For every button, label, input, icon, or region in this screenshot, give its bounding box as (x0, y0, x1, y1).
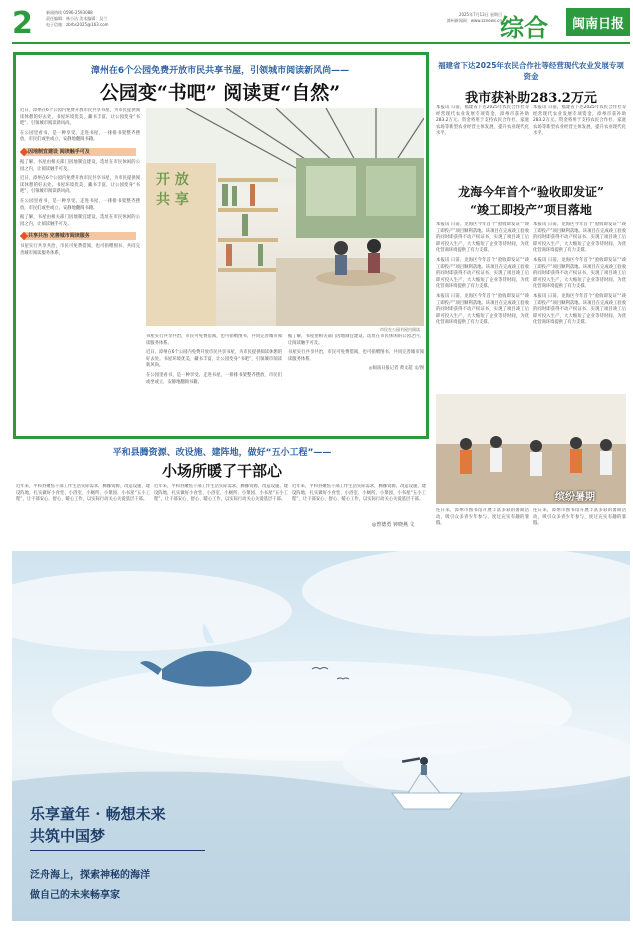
right-article-2-paragraph: 本报讯 日前，龙海区今年首个“验收即发证”“竣工即投产”项目顺利落地。该项目在完成竣工验收的同时即获得不动产权证书，实现了项目竣工后即可投入生产，大大缩短了企业等待时间，为优化营商环境提供了有力支撑。 (436, 257, 529, 290)
photo-title: 缤纷暑期 (555, 492, 595, 503)
lead-subhead: 共享共治 完善城市阅读服务 (24, 232, 136, 240)
lead-paragraph: 据了解，书屋由相关部门因地制宜建设，选址在市民休闲的公园之内，让阅读触手可及。 (20, 159, 140, 172)
right-article-2-paragraph: 本报讯 日前，龙海区今年首个“验收即发证”“竣工即投产”项目顺利落地。该项目在完成竣工验收的同时即获得不动产权证书，实现了项目竣工后即可投入生产，大大缩短了企业等待时间，为优化营商环境提供了有力支撑。 (436, 293, 529, 326)
shelf-sign-char: 共 (156, 192, 170, 208)
right-article-1-body: 本报讯 日前，福建省下达2025年农民合作社等经营现代农业发展专项资金，漳州市获补助283.2万元。资金将用于支持农民合作社、家庭农场等新型农业经营主体发展，提升农业现代化水平。 (436, 105, 529, 137)
lead-column-2 (146, 334, 282, 432)
shelf-sign-char: 享 (174, 192, 189, 208)
photo-caption-text: 连日来，漳州市图书馆开展丰富多彩的暑期活动，吸引众多青少年参与，度过充实有趣的暑假。 (533, 508, 626, 527)
poster-divider (30, 850, 205, 851)
header-date-line: 2025年7月13日 星期日 (458, 12, 502, 17)
poster-slogan-2: 共筑中国梦 (30, 827, 106, 845)
photo-caption-text: 连日来，漳州市图书馆开展丰富多彩的暑期活动，吸引众多青少年参与，度过充实有趣的暑假。 (436, 508, 529, 527)
right-article-1-body: 本报讯 日前，福建省下达2025年农民合作社等经营现代农业发展专项资金，漳州市获补助283.2万元。资金将用于支持农民合作社、家庭农场等新型农业经营主体发展，提升农业现代化水平。 (533, 105, 626, 137)
header-info-line: 责任编辑：林小洁 美术编辑：吴兰 (46, 16, 108, 21)
header-info-line: 电子信箱：zbrbs2025@163.com (46, 22, 109, 27)
photo-caption: 市民在公园书屋内阅读 (380, 327, 420, 332)
lead-paragraph: 近日，漳州在6个公园内免费开放市民共享书屋，为市民提供阅读休憩的好去处。书屋环境优美、藏书丰富，让公园变身“书吧”，引领城市阅读新风尚。 (20, 176, 140, 195)
bookstore-illustration (146, 108, 424, 326)
lead-headline: 公园变“书吧” 阅读更“自然” (99, 82, 341, 104)
lead-subhead: 因地制宜建设 阅读触手可及 (24, 148, 136, 156)
header-info (46, 10, 136, 28)
summer-activity-photo (436, 394, 626, 504)
shelf-sign (156, 170, 206, 210)
lead-paragraph: 据了解，书屋由相关部门因地制宜建设，选址在市民休闲的公园之内，让阅读触手可及。 (20, 215, 140, 227)
page-header (0, 0, 633, 46)
right-article-1-kicker: 福建省下达2025年农民合作社等经营现代农业发展专项资金 (438, 61, 624, 81)
lead-paragraph: 近日，漳州在6个公园内免费开放市民共享书屋，为市民提供阅读休憩的好去处。书屋环境优美、藏书丰富，让公园变身“书吧”，引领城市阅读新风尚。 (146, 350, 282, 369)
shelf-sign-char: 开 (156, 172, 170, 188)
lead-paragraph: 在公园里看书，是一种享受。走进书屋，一排排书架整齐摆放，市民们或坐或立，安静地翻阅书籍。 (20, 198, 140, 211)
lead-paragraph: 书屋实行共享共治，市民可免费借阅，也可捐赠图书，共同完善城市阅读服务体系。 (146, 334, 282, 346)
right-article-2-body (533, 222, 626, 394)
lead-paragraph: 据了解，书屋由相关部门因地制宜建设，选址在市民休闲的公园之内，让阅读触手可及。 (288, 334, 424, 346)
header-divider (12, 42, 630, 44)
masthead-logo: 闽南日报 (566, 8, 630, 36)
lead-paragraph: 近日，漳州在6个公园内免费开放市民共享书屋，为市民提供阅读休憩的好去处。书屋环境优美、藏书丰富，让公园变身“书吧”，引领城市阅读新风尚。 (20, 108, 140, 127)
article-2-headline: 小场所暖了干部心 (161, 462, 282, 480)
poster-tagline-2: 做自己的未来畅享家 (30, 890, 120, 901)
shelf-sign-char: 放 (174, 172, 189, 188)
right-article-2-paragraph: 本报讯 日前，龙海区今年首个“验收即发证”“竣工即投产”项目顺利落地。该项目在完成竣工验收的同时即获得不动产权证书，实现了项目竣工后即可投入生产，大大缩短了企业等待时间，为优化营商环境提供了有力支撑。 (436, 222, 529, 254)
lead-paragraph: 在公园里看书，是一种享受。走进书屋，一排排书架整齐摆放，市民们或坐或立，安静地翻阅书籍。 (146, 372, 282, 385)
article-2-kicker: 平和县腾资源、改设施、建阵地，做好“五小工程”—— (112, 448, 332, 458)
header-date (392, 12, 502, 24)
lead-column-1 (20, 108, 140, 428)
article-2-column: 近年来，平和县聚焦干部工作生活实际需求，腾挪资源、改造设施、建设阵地，扎实做好小食堂、小浴室、小厕所、小菜园、小书屋“五小工程”，让干部安心、舒心、暖心工作，以实际行动关心关爱基层干部。 (154, 484, 288, 503)
right-article-2-paragraph: 本报讯 日前，龙海区今年首个“验收即发证”“竣工即投产”项目顺利落地。该项目在完成竣工验收的同时即获得不动产权证书，实现了项目竣工后即可投入生产，大大缩短了企业等待时间，为优化营商环境提供了有力支撑。 (533, 257, 626, 290)
lead-column-3 (288, 334, 424, 432)
right-article-2-headline: 龙海今年首个“验收即发证” (458, 185, 604, 199)
section-title: 综合 (500, 13, 548, 42)
page-number: 2 (12, 6, 33, 41)
right-article-2-body (436, 222, 529, 394)
right-article-2-paragraph: 本报讯 日前，龙海区今年首个“验收即发证”“竣工即投产”项目顺利落地。该项目在完成竣工验收的同时即获得不动产权证书，实现了项目竣工后即可投入生产，大大缩短了企业等待时间，为优化营商环境提供了有力支撑。 (533, 293, 626, 326)
lead-paragraph: 书屋实行共享共治，市民可免费借阅，也可捐赠图书，共同完善城市阅读服务体系。 (20, 244, 140, 256)
article-2-column: 近年来，平和县聚焦干部工作生活实际需求，腾挪资源、改造设施、建设阵地，扎实做好小食堂、小浴室、小厕所、小菜园、小书屋“五小工程”，让干部安心、舒心、暖心工作，以实际行动关心关爱基层干部。 (292, 484, 426, 503)
lead-paragraph: 在公园里看书，是一种享受。走进书屋，一排排书架整齐摆放，市民们或坐或立，安静地翻阅书籍。 (20, 130, 140, 143)
header-info-line: 新闻热线 0596-2593088 (46, 10, 93, 15)
article-2-column: 近年来，平和县聚焦干部工作生活实际需求，腾挪资源、改造设施、建设阵地，扎实做好小食堂、小浴室、小厕所、小菜园、小书屋“五小工程”，让干部安心、舒心、暖心工作，以实际行动关心关爱基层干部。 (16, 484, 150, 503)
article-2-byline: ◎曾德勇 钟晓燕 文 (372, 522, 415, 528)
right-article-2-headline: “竣工即投产”项目落地 (470, 203, 592, 217)
lead-paragraph: 书屋实行共享共治，市民可免费借阅，也可捐赠图书，共同完善城市阅读服务体系。 (288, 350, 424, 362)
lead-byline: ◎闽南日报记者 黄文超 文/图 (368, 366, 424, 372)
right-article-1-headline: 我市获补助283.2万元 (465, 91, 597, 106)
right-article-2-paragraph: 本报讯 日前，龙海区今年首个“验收即发证”“竣工即投产”项目顺利落地。该项目在完成竣工验收的同时即获得不动产权证书，实现了项目竣工后即可投入生产，大大缩短了企业等待时间，为优化营商环境提供了有力支撑。 (533, 222, 626, 254)
lead-photo-bookstore (146, 108, 424, 326)
header-date-line: 漳州新闻网：www.zznews.cn (446, 18, 502, 23)
poster-tagline-1: 泛舟海上，探索神秘的海洋 (30, 870, 150, 881)
lead-kicker: 漳州在6个公园免费开放市民共享书屋，引领城市阅读新风尚—— (90, 66, 350, 76)
poster-slogan-1: 乐享童年 · 畅想未来 (30, 805, 166, 823)
library-scene (436, 394, 626, 504)
